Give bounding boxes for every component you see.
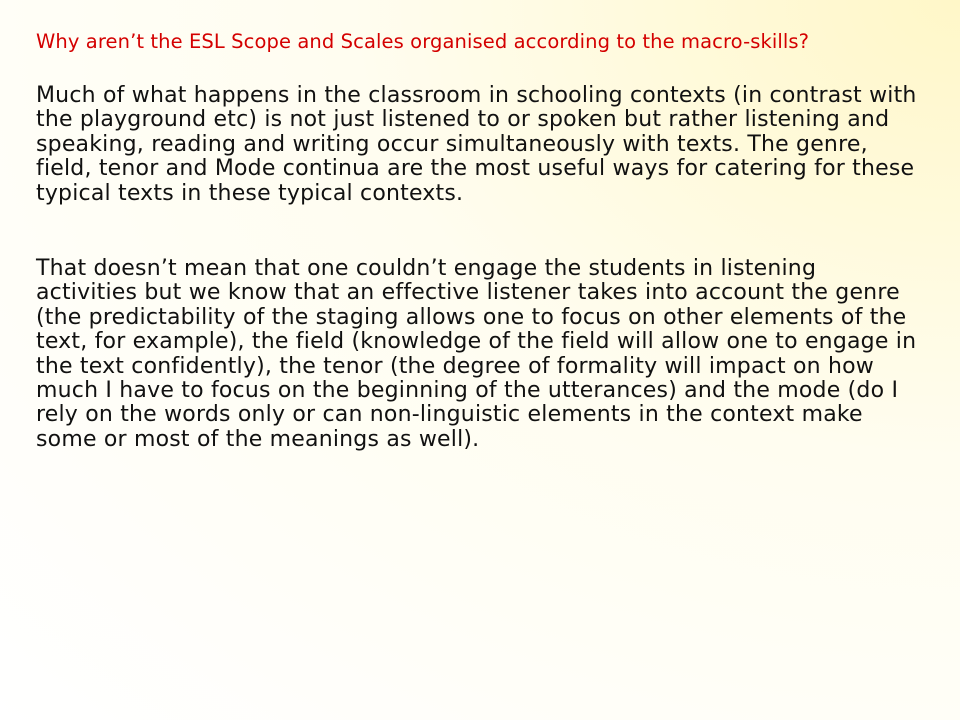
body-paragraph-1: Much of what happens in the classroom in schooling contexts (in contrast with the playground etc) is not just listened to or spoken but rather listening and speaking, reading and writing occur simultaneously with texts. The genre, field, tenor and Mode continua are the most useful ways for catering for these typical texts in these typical contexts. — [36, 83, 917, 206]
slide-heading: Why aren’t the ESL Scope and Scales organised according to the macro-skills? — [36, 30, 810, 53]
body-paragraph-2: That doesn’t mean that one couldn’t engage the students in listening activities but we know that an effective listener takes into account the genre (the predictability of the staging allows one to focus on other elements of the text, for example), the field (knowledge of the field will allow one to engage in the text confidently), the tenor (the degree of formality will impact on how much I have to focus on the beginning of the utterances) and the mode (do I rely on the words only or can non-linguistic elements in the context make some or most of the meanings as well). — [36, 256, 917, 452]
